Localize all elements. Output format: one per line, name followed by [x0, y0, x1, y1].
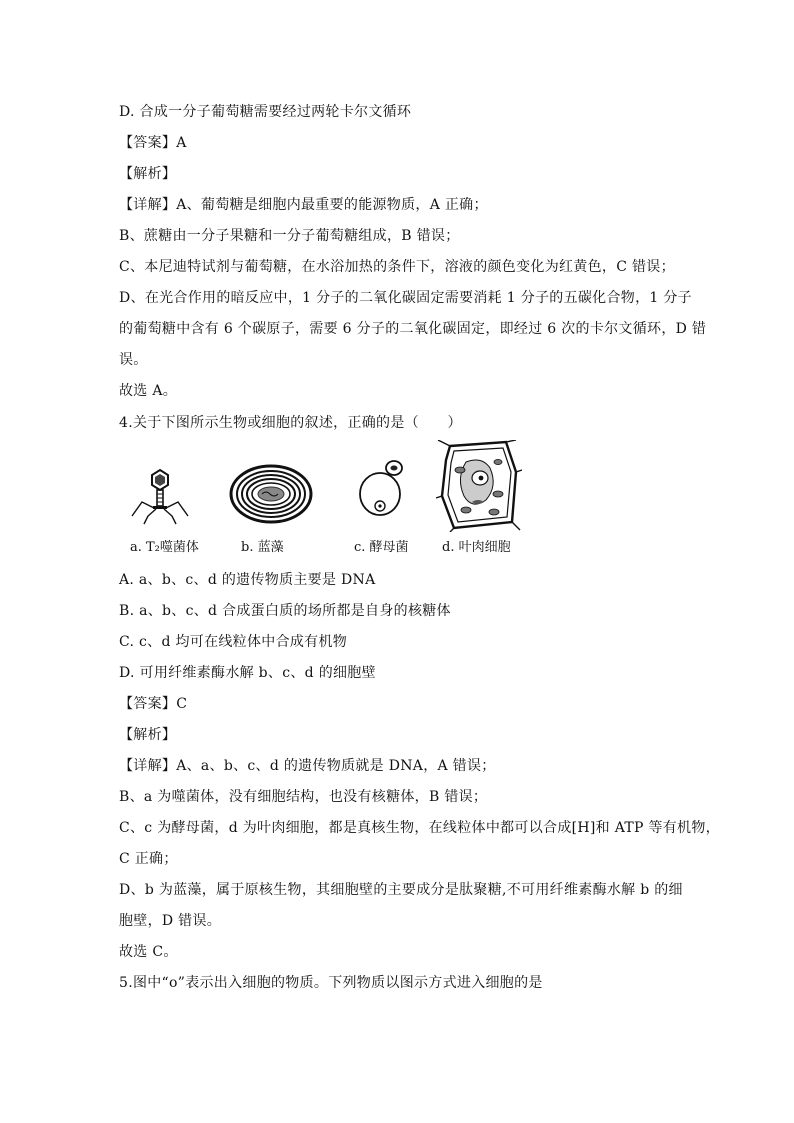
option-d-q3: D. 合成一分子葡萄糖需要经过两轮卡尔文循环: [119, 104, 412, 120]
figure-label-b: b. 蓝藻: [241, 540, 284, 555]
option-d-q4: D. 可用纤维素酶水解 b、c、d 的细胞壁: [119, 665, 376, 681]
detail-a-q4: 【详解】A、a、b、c、d 的遗传物质就是 DNA，A 错误；: [119, 758, 496, 774]
detail-c-q4-line1: C、c 为酵母菌，d 为叶肉细胞，都是真核生物，在线粒体中都可以合成[H]和 ATP 等有机物，: [119, 820, 720, 836]
conclusion-q4: 故选 C。: [119, 944, 178, 960]
option-a-q4: A. a、b、c、d 的遗传物质主要是 DNA: [119, 572, 376, 588]
conclusion-q3: 故选 A。: [119, 383, 178, 399]
detail-a-q3: 【详解】A、葡萄糖是细胞内最重要的能源物质，A 正确；: [119, 197, 488, 213]
organisms-figure: [120, 440, 540, 560]
option-b-q4: B. a、b、c、d 合成蛋白质的场所都是自身的核糖体: [119, 603, 451, 619]
figure-label-a: a. T₂噬菌体: [130, 540, 199, 555]
analysis-heading-q4: 【解析】: [119, 727, 177, 743]
mesophyll-cell-drawing: [436, 440, 522, 536]
detail-b-q4: B、a 为噬菌体，没有细胞结构，也没有核糖体，B 错误；: [119, 789, 488, 805]
question-4-stem: 4.关于下图所示生物或细胞的叙述，正确的是（ ）: [119, 415, 462, 431]
detail-d-q4-line2: 胞壁，D 错误。: [119, 913, 222, 929]
detail-d-q3-line3: 误。: [119, 352, 148, 368]
cyanobacteria-drawing: [228, 440, 314, 536]
question-5-stem: 5.图中“ο”表示出入细胞的物质。下列物质以图示方式进入细胞的是: [119, 975, 543, 991]
yeast-drawing: [354, 440, 414, 536]
phage-drawing: [120, 440, 200, 536]
answer-q3: 【答案】A: [119, 135, 187, 151]
figure-label-c: c. 酵母菌: [354, 540, 409, 555]
answer-q4: 【答案】C: [119, 696, 188, 712]
analysis-heading-q3: 【解析】: [119, 166, 177, 182]
detail-c-q4-line2: C 正确；: [119, 851, 178, 867]
detail-d-q3-line1: D、在光合作用的暗反应中，1 分子的二氧化碳固定需要消耗 1 分子的五碳化合物，1 分子: [119, 290, 692, 306]
option-c-q4: C. c、d 均可在线粒体中合成有机物: [119, 634, 348, 650]
detail-d-q4-line1: D、b 为蓝藻，属于原核生物，其细胞壁的主要成分是肽聚糖,不可用纤维素酶水解 b 的细: [119, 882, 683, 898]
figure-label-d: d. 叶肉细胞: [442, 540, 511, 555]
detail-b-q3: B、蔗糖由一分子果糖和一分子葡萄糖组成，B 错误；: [119, 228, 460, 244]
detail-c-q3: C、本尼迪特试剂与葡萄糖，在水浴加热的条件下，溶液的颜色变化为红黄色，C 错误；: [119, 259, 675, 275]
detail-d-q3-line2: 的葡萄糖中含有 6 个碳原子，需要 6 分子的二氧化碳固定，即经过 6 次的卡尔文循环，D 错: [119, 321, 707, 337]
